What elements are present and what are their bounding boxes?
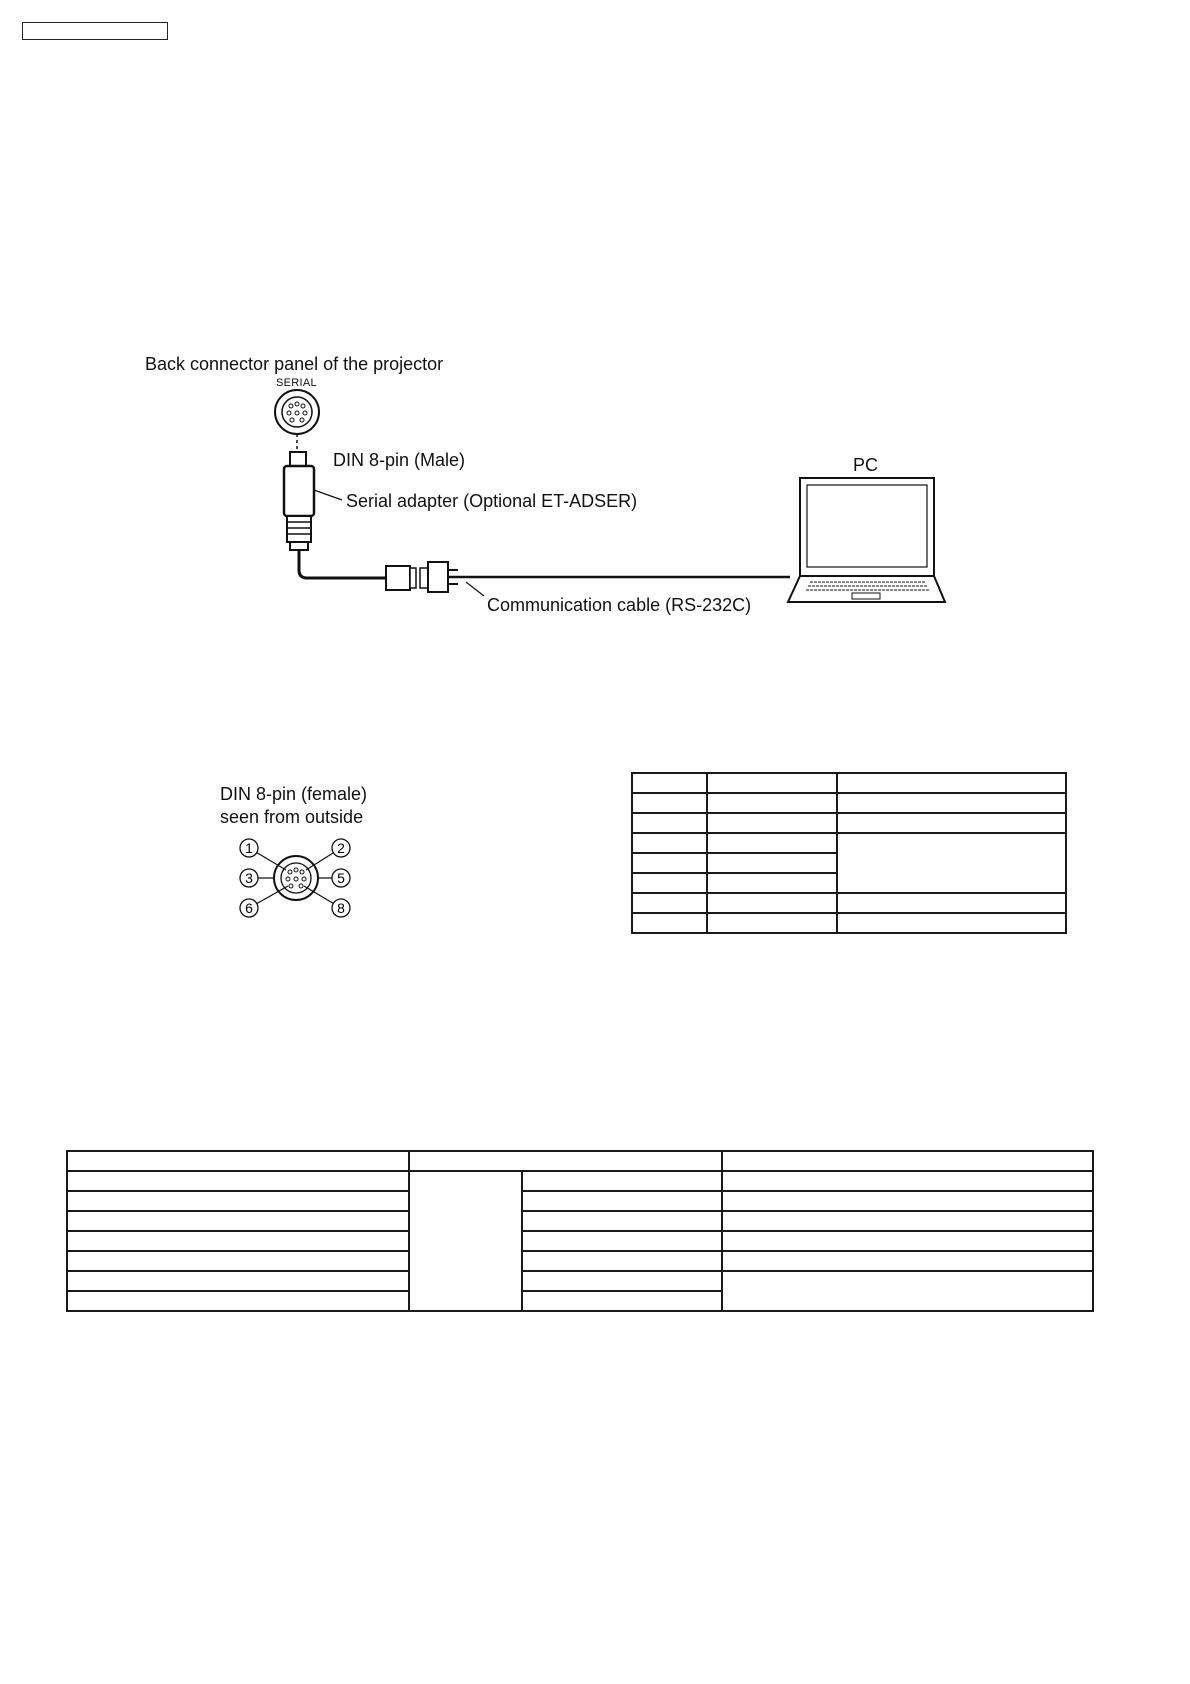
pinout-title-line1: DIN 8-pin (female) bbox=[220, 784, 368, 804]
projector-panel-label: Back connector panel of the projector bbox=[145, 354, 444, 374]
serial-port-icon bbox=[275, 390, 319, 434]
connection-diagram bbox=[0, 0, 1190, 700]
laptop-icon bbox=[788, 478, 945, 602]
pin-number-label: 3 bbox=[245, 870, 253, 886]
din-pinout-diagram bbox=[230, 830, 370, 930]
pin-number-label: 5 bbox=[337, 870, 345, 886]
pinout-title-line2: seen from outside bbox=[220, 807, 364, 827]
table-row bbox=[632, 893, 1066, 913]
serial-port-label: SERIAL bbox=[276, 377, 317, 389]
table-row bbox=[632, 913, 1066, 933]
table-row bbox=[67, 1151, 1093, 1171]
table-row bbox=[67, 1211, 1093, 1231]
comm-cable-label: Communication cable (RS-232C) bbox=[487, 595, 752, 615]
table-row bbox=[632, 773, 1066, 793]
table-row bbox=[67, 1271, 1093, 1291]
table-row bbox=[67, 1251, 1093, 1271]
pin-number-label: 6 bbox=[245, 900, 253, 916]
pc-label: PC bbox=[853, 455, 879, 475]
pin-number-label: 1 bbox=[245, 840, 253, 856]
serial-adapter-label: Serial adapter (Optional ET-ADSER) bbox=[346, 491, 638, 511]
table-row bbox=[632, 813, 1066, 833]
table-row bbox=[632, 833, 1066, 853]
table-row bbox=[67, 1191, 1093, 1211]
table-row bbox=[632, 793, 1066, 813]
pin-number-label: 8 bbox=[337, 900, 345, 916]
communication-conditions-table bbox=[66, 1150, 1094, 1312]
pin-number-label: 2 bbox=[337, 840, 345, 856]
table-row bbox=[67, 1231, 1093, 1251]
din-male-label: DIN 8-pin (Male) bbox=[333, 450, 466, 470]
db9-connector-icon bbox=[386, 562, 458, 592]
table-row bbox=[67, 1171, 1093, 1191]
pin-assignment-table bbox=[631, 772, 1067, 934]
serial-adapter-icon bbox=[284, 452, 314, 550]
